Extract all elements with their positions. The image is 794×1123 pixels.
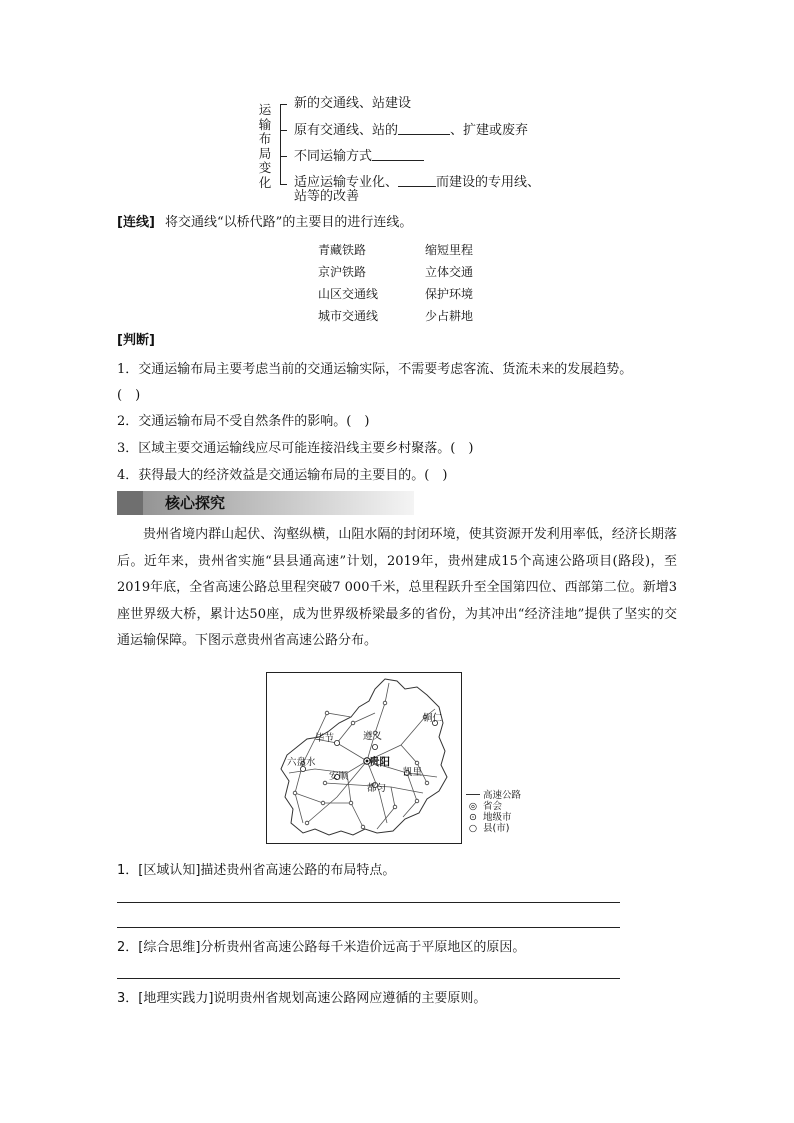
vertical-char: 化 [258, 174, 272, 190]
city-label: 都匀 [367, 783, 387, 794]
banner-block [117, 491, 143, 515]
capital-label: 贵阳 [369, 756, 390, 768]
county-dot [415, 761, 419, 765]
vertical-char: 输 [258, 116, 272, 132]
layout-item: 站等的改善 [294, 189, 360, 204]
capital-symbol: ◎ [468, 801, 478, 812]
matching-right-item[interactable]: 少占耕地 [425, 309, 474, 323]
county-dot [425, 781, 429, 785]
bracket-tick [280, 130, 287, 131]
question-3: 3．[地理实践力]说明贵州省规划高速公路网应遵循的主要原则。 [117, 991, 487, 1006]
judge-item: 1．交通运输布局主要考虑当前的交通运输实际，不需要考虑客流、货流未来的发展趋势。 [117, 362, 633, 377]
capital-marker-core [366, 760, 369, 763]
matching-left-item[interactable]: 城市交通线 [318, 309, 379, 323]
layout-item: 新的交通线、站建设 [294, 96, 412, 111]
bracket-tick [280, 184, 287, 185]
judge-item: 4．获得最大的经济效益是交通运输布局的主要目的。( ) [117, 468, 448, 483]
highway-line [295, 739, 315, 823]
highway-line [367, 683, 389, 761]
answer-line[interactable] [117, 978, 620, 979]
city-label: 六盘水 [287, 757, 316, 768]
city-label: 凯里 [403, 767, 423, 778]
county-dot [361, 825, 365, 829]
bracket-line [280, 104, 287, 184]
city-label: 安顺 [329, 771, 349, 782]
layout-item: 不同运输方式 [294, 148, 424, 165]
county-dot [393, 805, 397, 809]
matching-left-item[interactable]: 青藏铁路 [318, 243, 367, 257]
highway-line [403, 773, 417, 817]
map-legend [466, 790, 546, 834]
vertical-char: 局 [258, 145, 272, 161]
vertical-char: 运 [258, 102, 272, 117]
county-dot [383, 701, 387, 705]
matching-right-item[interactable]: 立体交通 [425, 265, 474, 279]
county-symbol: ○ [468, 823, 478, 834]
question-1: 1．[区域认知]描述贵州省高速公路的布局特点。 [117, 863, 396, 878]
judge-item: 3．区域主要交通运输线应尽可能连接沿线主要乡村聚落。( ) [117, 441, 474, 456]
legend-item: 高速公路 [466, 790, 546, 801]
judge-label: [判断] [117, 333, 155, 348]
bracket-tick [280, 156, 287, 157]
city-label: 毕节 [315, 733, 335, 744]
matching-left-item[interactable]: 京沪铁路 [318, 265, 367, 279]
legend-item: ⊙ 地级市 [466, 812, 546, 823]
guizhou-highway-map [266, 672, 462, 844]
vertical-char: 变 [258, 160, 272, 175]
answer-line[interactable] [117, 927, 620, 928]
city-label: 铜仁 [423, 713, 443, 724]
matching-label: [连线] [117, 215, 155, 230]
matching-right-item[interactable]: 缩短里程 [425, 243, 474, 257]
question-2: 2．[综合思维]分析贵州省高速公路每千米造价远高于平原地区的原因。 [117, 940, 526, 955]
county-dot [305, 821, 309, 825]
matching-left-item[interactable]: 山区交通线 [318, 287, 379, 301]
county-dot [349, 801, 353, 805]
county-dot [321, 801, 325, 805]
prefecture-city-marker [372, 744, 377, 749]
judge-answer-slot[interactable]: ( ) [117, 388, 141, 403]
matching-instruction: 将交通线“以桥代路”的主要目的进行连线。 [165, 215, 413, 230]
section-banner [117, 491, 414, 515]
answer-line[interactable] [117, 902, 620, 903]
vertical-char: 布 [258, 131, 272, 146]
passage-paragraph: 贵州省境内群山起伏、沟壑纵横，山阻水隔的封闭环境，使其资源开发利用率低，经济长期落后。近年来，贵州省实施“县县通高速”计划，2019年，贵州建成15个高速公路项目(路段)，至2019年底，全省高速公路总里程突破7 000千米，总里程跃升至全国第四位、西部第二位。新增3座世界级大桥，累计达50座，成为世界级桥梁最多的省份，为其冲出“经济洼地”提供了坚实的交通运输保障。下图示意贵州省高速公路分布。 [117, 527, 677, 648]
prefecture-city-marker [334, 740, 339, 745]
vertical-label [258, 103, 272, 190]
legend-item: ○ 县(市) [466, 823, 546, 834]
county-dot [323, 781, 327, 785]
matching-right-item[interactable]: 保护环境 [425, 287, 474, 301]
judge-item: 2．交通运输布局不受自然条件的影响。( ) [117, 414, 370, 429]
legend-item: ◎ 省会 [466, 801, 546, 812]
fill-blank[interactable] [398, 122, 450, 135]
bracket-tick [280, 104, 287, 105]
fill-blank[interactable] [398, 174, 436, 187]
matching-prompt [117, 215, 412, 231]
layout-item: 适应运输专业化、 而建设的专用线、 [294, 175, 541, 190]
county-dot [293, 791, 297, 795]
fill-blank[interactable] [372, 148, 424, 161]
county-dot [325, 711, 329, 715]
highway-symbol [466, 794, 480, 795]
section-title: 核心探究 [165, 494, 226, 512]
county-dot [415, 799, 419, 803]
county-dot [351, 721, 355, 725]
city-label: 遵义 [363, 731, 383, 742]
prefecture-symbol: ⊙ [469, 812, 477, 823]
layout-item: 原有交通线、站的 、扩建或废弃 [294, 123, 529, 138]
highway-line [347, 773, 363, 827]
